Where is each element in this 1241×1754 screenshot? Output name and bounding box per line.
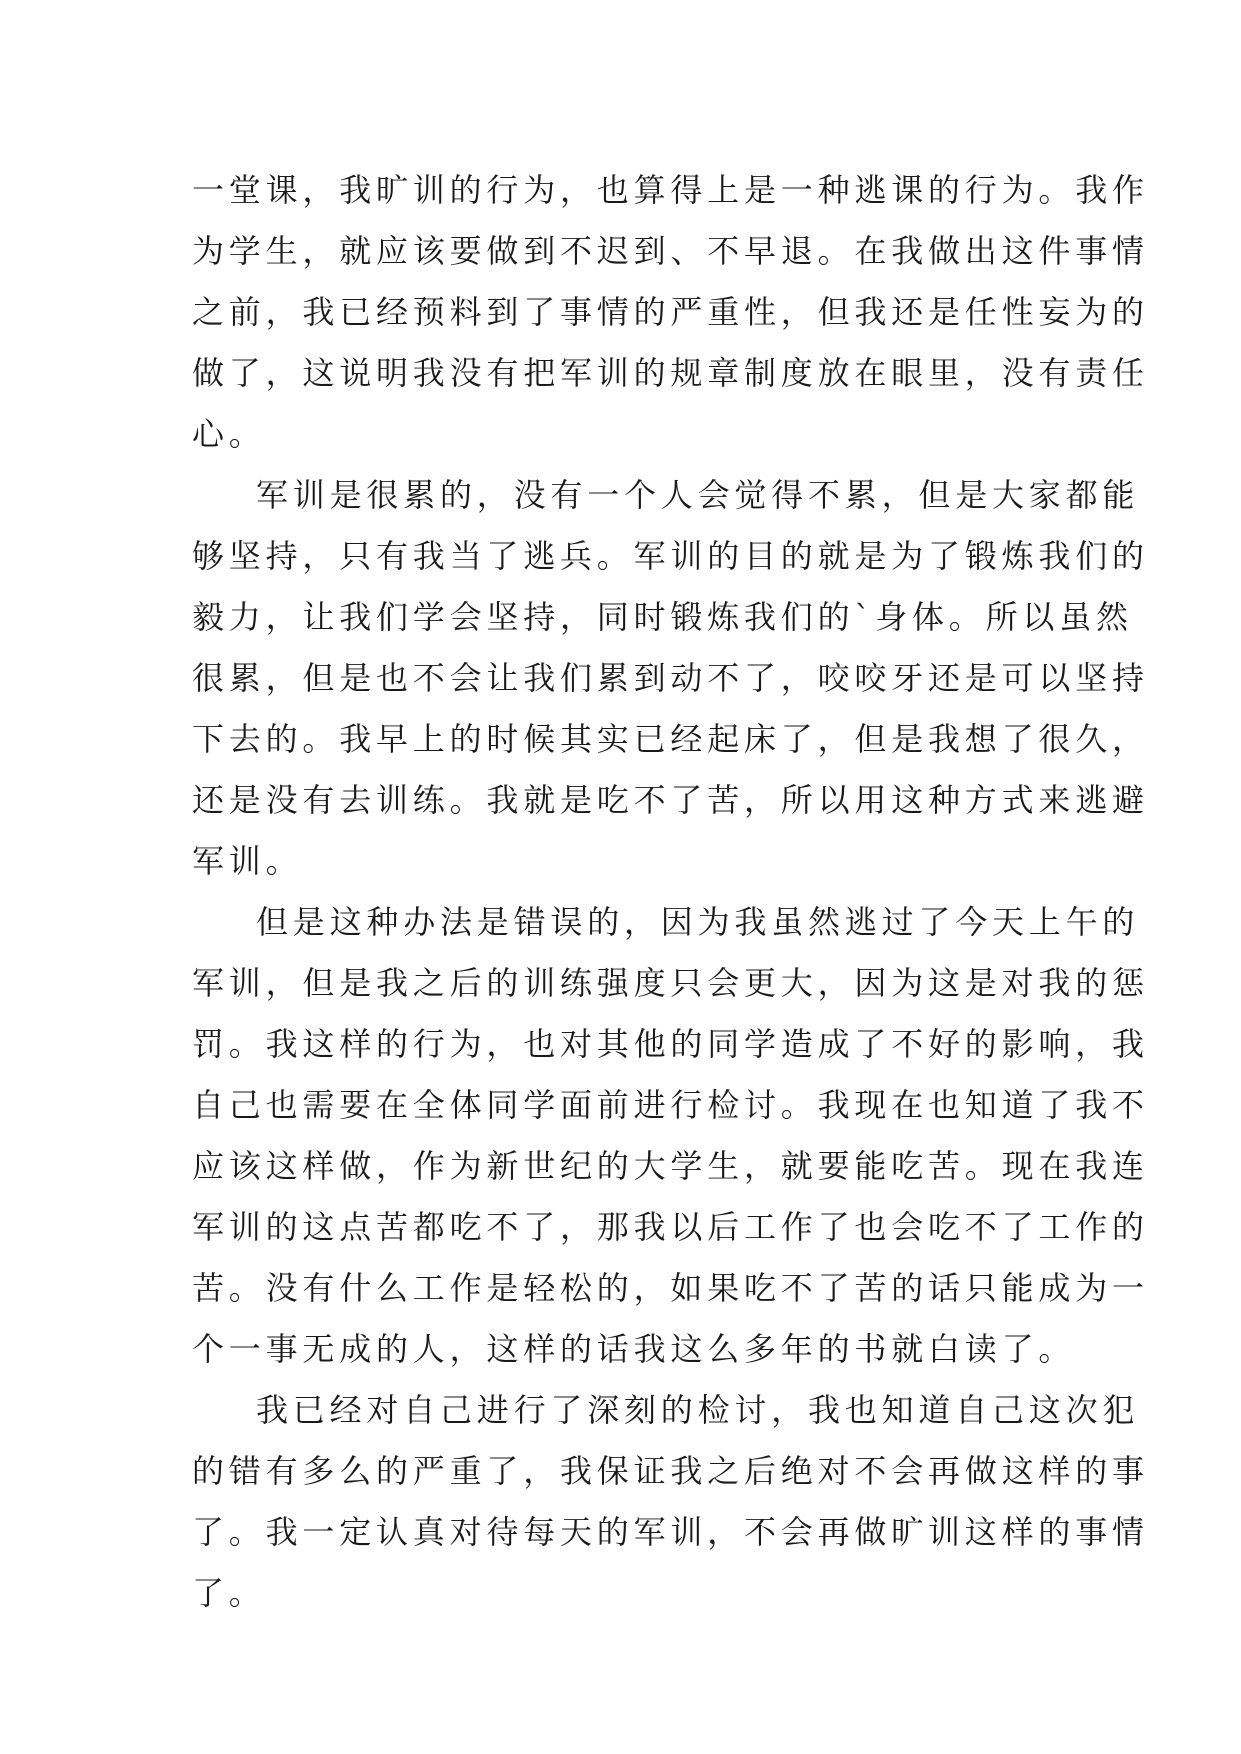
text-line: 之前，我已经预料到了事情的严重性，但我还是任性妄为的	[192, 293, 1149, 331]
text-line: 做了，这说明我没有把军训的规章制度放在眼里，没有责任	[192, 354, 1149, 392]
text-line: 毅力，让我们学会坚持，同时锻炼我们的`身体。所以虽然	[192, 598, 1133, 636]
text-line: 军训的这点苦都吃不了，那我以后工作了也会吃不了工作的	[192, 1208, 1149, 1246]
paragraph-1	[192, 160, 1149, 465]
text-line: 下去的。我早上的时候其实已经起床了，但是我想了很久，	[192, 720, 1149, 758]
document-body	[192, 160, 1149, 1624]
text-line: 但是这种办法是错误的，因为我虽然逃过了今天上午的	[256, 903, 1140, 941]
text-line: 很累，但是也不会让我们累到动不了，咬咬牙还是可以坚持	[192, 659, 1149, 697]
text-line: 军训，但是我之后的训练强度只会更大，因为这是对我的惩	[192, 964, 1149, 1002]
text-line: 为学生，就应该要做到不迟到、不早退。在我做出这件事情	[192, 232, 1149, 270]
text-line: 了。我一定认真对待每天的军训，不会再做旷训这样的事情	[192, 1513, 1149, 1551]
text-line: 自己也需要在全体同学面前进行检讨。我现在也知道了我不	[192, 1086, 1149, 1124]
text-line: 还是没有去训练。我就是吃不了苦，所以用这种方式来逃避	[192, 781, 1149, 819]
text-line: 军训是很累的，没有一个人会觉得不累，但是大家都能	[256, 476, 1140, 514]
text-line: 军训。	[192, 842, 303, 880]
text-line: 的错有多么的严重了，我保证我之后绝对不会再做这样的事	[192, 1452, 1149, 1490]
text-line: 个一事无成的人，这样的话我这么多年的书就白读了。	[192, 1330, 1076, 1368]
text-line: 够坚持，只有我当了逃兵。军训的目的就是为了锻炼我们的	[192, 537, 1149, 575]
text-line: 心。	[192, 415, 266, 453]
text-line: 罚。我这样的行为，也对其他的同学造成了不好的影响，我	[192, 1025, 1149, 1063]
paragraph-2	[192, 465, 1149, 892]
text-line: 应该这样做，作为新世纪的大学生，就要能吃苦。现在我连	[192, 1147, 1149, 1185]
text-line: 苦。没有什么工作是轻松的，如果吃不了苦的话只能成为一	[192, 1269, 1149, 1307]
text-line: 我已经对自己进行了深刻的检讨，我也知道自己这次犯	[256, 1391, 1140, 1429]
paragraph-4	[192, 1380, 1149, 1624]
text-line: 了。	[192, 1574, 266, 1612]
text-line: 一堂课，我旷训的行为，也算得上是一种逃课的行为。我作	[192, 171, 1149, 209]
paragraph-3	[192, 892, 1149, 1380]
